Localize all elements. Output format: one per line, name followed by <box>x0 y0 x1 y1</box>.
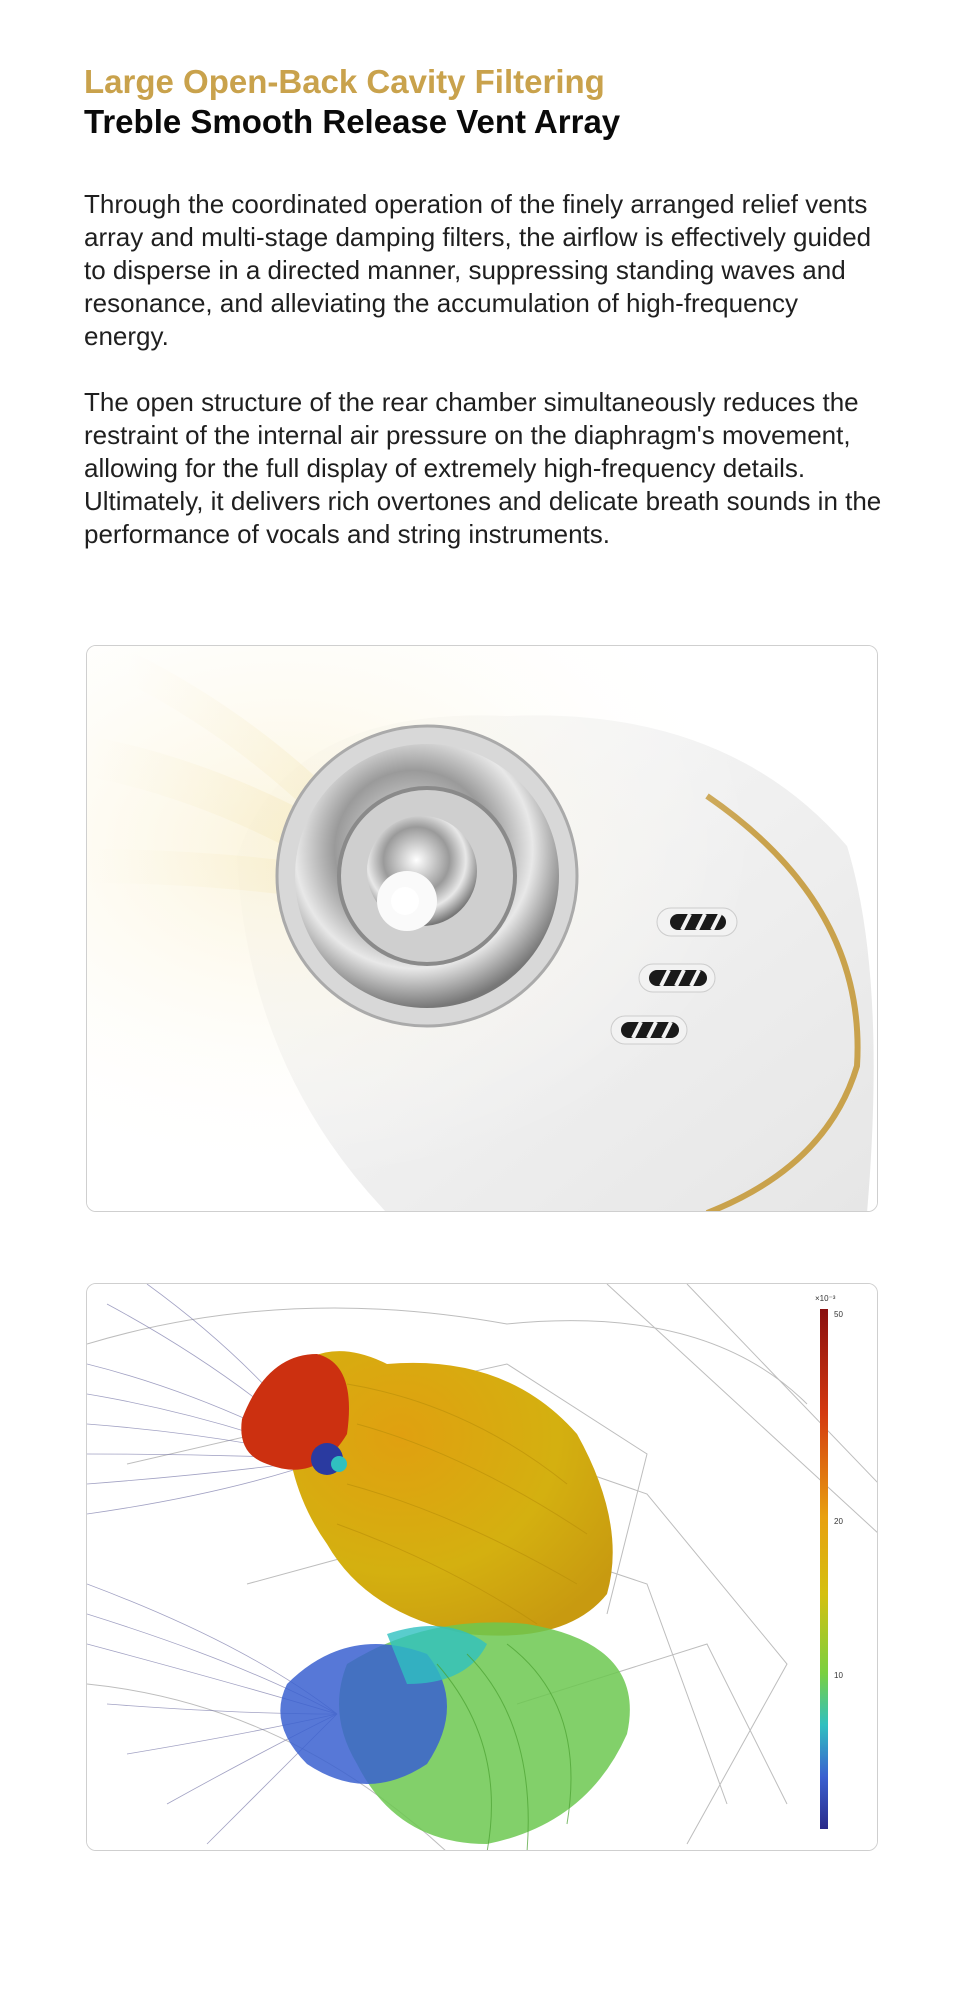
airflow-simulation-figure <box>87 1284 878 1851</box>
paragraph-2: The open structure of the rear chamber simultaneously reduces the restraint of the internal air pressure on the diaphragm's movement, allowing for the full display of extremely high-frequency details. Ultimately, it delivers rich overtones and delicate breath sounds in the performance of vocals and string instruments. <box>84 387 882 549</box>
section-title: Large Open-Back Cavity Filtering <box>84 63 605 100</box>
colorbar-tick-10: 10 <box>834 1671 843 1680</box>
colorbar-scale-label: ×10⁻³ <box>815 1294 836 1303</box>
heading-block <box>84 62 620 142</box>
product-image-panel <box>86 645 878 1212</box>
colorbar-tick-50: 50 <box>834 1310 843 1319</box>
section-subtitle: Treble Smooth Release Vent Array <box>84 103 621 140</box>
colorbar <box>820 1309 828 1829</box>
paragraph-1: Through the coordinated operation of the finely arranged relief vents array and multi-stage damping filters, the airflow is effectively guided to disperse in a directed manner, suppressing standing waves and resonance, and alleviating the accumulation of high-frequency energy. <box>84 189 872 351</box>
earphone-vent-illustration <box>87 646 878 1212</box>
description <box>84 188 884 584</box>
airflow-simulation-panel <box>86 1283 878 1851</box>
colorbar-tick-20: 20 <box>834 1517 843 1526</box>
